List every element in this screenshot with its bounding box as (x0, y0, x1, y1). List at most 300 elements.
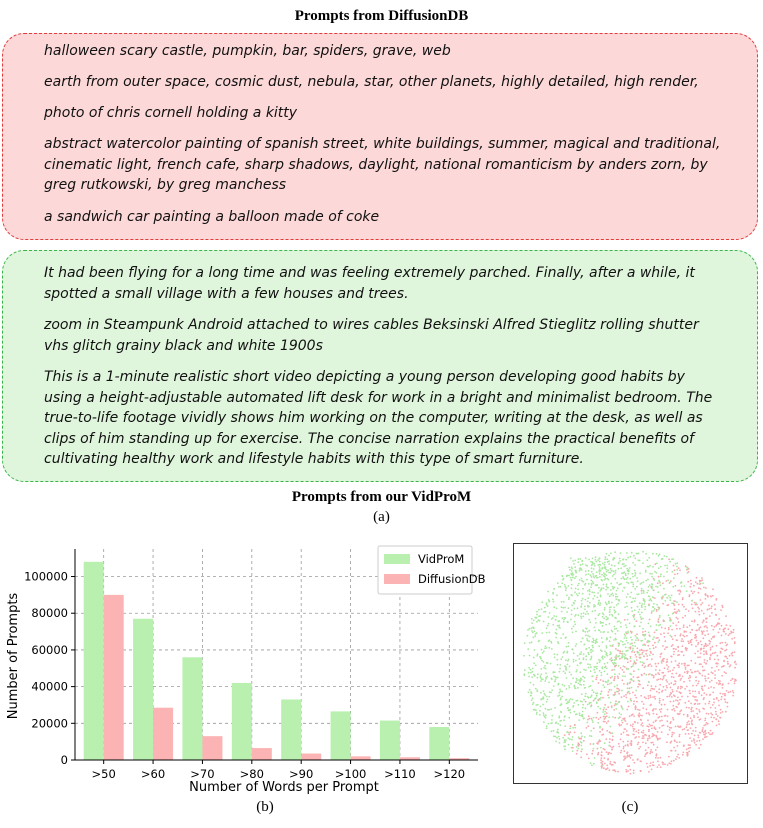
tsne-point-vidprom (569, 569, 571, 571)
tsne-point-diffusiondb (655, 669, 657, 671)
tsne-point-vidprom (631, 610, 633, 612)
tsne-point-diffusiondb (676, 628, 678, 630)
tsne-point-diffusiondb (630, 757, 632, 759)
tsne-point-vidprom (545, 611, 547, 613)
tsne-point-diffusiondb (568, 734, 570, 736)
tsne-point-diffusiondb (652, 733, 654, 735)
tsne-point-vidprom (599, 613, 601, 615)
tsne-point-vidprom (560, 637, 562, 639)
tsne-point-vidprom (588, 640, 590, 642)
tsne-point-vidprom (612, 586, 614, 588)
tsne-point-vidprom (613, 557, 615, 559)
tsne-point-diffusiondb (652, 709, 654, 711)
tsne-point-diffusiondb (654, 597, 656, 599)
tsne-point-vidprom (566, 594, 568, 596)
tsne-point-diffusiondb (600, 754, 602, 756)
tsne-point-vidprom (603, 587, 605, 589)
tsne-point-diffusiondb (734, 642, 736, 644)
tsne-point-vidprom (600, 596, 602, 598)
tsne-point-vidprom (566, 699, 568, 701)
tsne-point-diffusiondb (659, 684, 661, 686)
tsne-point-diffusiondb (655, 637, 657, 639)
tsne-point-vidprom (551, 642, 553, 644)
tsne-point-diffusiondb (659, 702, 661, 704)
tsne-point-diffusiondb (625, 769, 627, 771)
tsne-point-vidprom (593, 748, 595, 750)
tsne-point-diffusiondb (671, 760, 673, 762)
tsne-point-vidprom (585, 613, 587, 615)
tsne-point-vidprom (629, 596, 631, 598)
tsne-point-diffusiondb (734, 662, 736, 664)
tsne-point-vidprom (638, 593, 640, 595)
tsne-point-vidprom (553, 615, 555, 617)
tsne-point-diffusiondb (661, 731, 663, 733)
tsne-point-diffusiondb (690, 703, 692, 705)
tsne-point-diffusiondb (714, 604, 716, 606)
tsne-point-vidprom (635, 573, 637, 575)
tsne-point-vidprom (635, 639, 637, 641)
tsne-point-diffusiondb (611, 705, 613, 707)
tsne-point-diffusiondb (678, 567, 680, 569)
tsne-point-vidprom (566, 731, 568, 733)
tsne-point-diffusiondb (709, 733, 711, 735)
tsne-point-vidprom (610, 583, 612, 585)
tsne-point-diffusiondb (623, 683, 625, 685)
tsne-point-diffusiondb (661, 708, 663, 710)
tsne-point-vidprom (589, 621, 591, 623)
tsne-point-vidprom (633, 555, 635, 557)
tsne-point-vidprom (606, 603, 608, 605)
tsne-point-vidprom (606, 558, 608, 560)
tsne-point-vidprom (582, 593, 584, 595)
tsne-point-vidprom (622, 651, 624, 653)
tsne-point-vidprom (580, 741, 582, 743)
tsne-point-diffusiondb (696, 699, 698, 701)
tsne-point-diffusiondb (671, 750, 673, 752)
tsne-point-vidprom (634, 645, 636, 647)
tsne-point-vidprom (582, 588, 584, 590)
tsne-point-diffusiondb (667, 668, 669, 670)
tsne-point-vidprom (570, 577, 572, 579)
tsne-point-vidprom (536, 655, 538, 657)
tsne-point-vidprom (586, 722, 588, 724)
tsne-point-diffusiondb (633, 772, 635, 774)
tsne-point-vidprom (604, 651, 606, 653)
tsne-point-vidprom (575, 588, 577, 590)
tsne-point-vidprom (598, 659, 600, 661)
tsne-point-diffusiondb (691, 711, 693, 713)
tsne-point-diffusiondb (614, 693, 616, 695)
tsne-point-vidprom (532, 671, 534, 673)
tsne-point-vidprom (620, 714, 622, 716)
tsne-point-diffusiondb (623, 759, 625, 761)
tsne-point-diffusiondb (674, 696, 676, 698)
tsne-point-diffusiondb (672, 717, 674, 719)
tsne-point-diffusiondb (688, 700, 690, 702)
tsne-point-vidprom (586, 638, 588, 640)
tsne-point-diffusiondb (623, 671, 625, 673)
tsne-point-diffusiondb (702, 729, 704, 731)
tsne-point-vidprom (627, 577, 629, 579)
tsne-point-vidprom (569, 687, 571, 689)
tsne-point-vidprom (554, 653, 556, 655)
tsne-point-vidprom (596, 597, 598, 599)
tsne-point-vidprom (546, 647, 548, 649)
tsne-point-vidprom (599, 708, 601, 710)
tsne-point-vidprom (591, 561, 593, 563)
tsne-point-diffusiondb (623, 695, 625, 697)
tsne-point-diffusiondb (670, 727, 672, 729)
tsne-point-diffusiondb (610, 753, 612, 755)
tsne-point-diffusiondb (605, 709, 607, 711)
tsne-point-vidprom (578, 583, 580, 585)
tsne-point-vidprom (571, 614, 573, 616)
tsne-point-vidprom (599, 661, 601, 663)
tsne-point-diffusiondb (643, 703, 645, 705)
tsne-point-diffusiondb (682, 754, 684, 756)
tsne-point-diffusiondb (651, 665, 653, 667)
tsne-point-vidprom (575, 572, 577, 574)
tsne-point-vidprom (631, 639, 633, 641)
tsne-point-diffusiondb (691, 733, 693, 735)
tsne-point-vidprom (614, 656, 616, 658)
legend-swatch-vidprom (384, 554, 410, 564)
tsne-point-vidprom (531, 627, 533, 629)
tsne-point-diffusiondb (690, 583, 692, 585)
tsne-point-diffusiondb (646, 708, 648, 710)
tsne-point-diffusiondb (677, 618, 679, 620)
tsne-point-diffusiondb (707, 595, 709, 597)
tsne-point-vidprom (618, 568, 620, 570)
tsne-point-diffusiondb (692, 730, 694, 732)
tsne-point-vidprom (546, 602, 548, 604)
tsne-point-diffusiondb (676, 611, 678, 613)
tsne-point-vidprom (627, 619, 629, 621)
tsne-point-diffusiondb (712, 692, 714, 694)
tsne-point-diffusiondb (689, 680, 691, 682)
tsne-point-vidprom (649, 648, 651, 650)
tsne-point-vidprom (555, 736, 557, 738)
tsne-point-diffusiondb (697, 650, 699, 652)
tsne-point-vidprom (553, 601, 555, 603)
tsne-point-vidprom (562, 633, 564, 635)
tsne-point-vidprom (546, 696, 548, 698)
tsne-point-vidprom (600, 621, 602, 623)
tsne-point-vidprom (563, 741, 565, 743)
tsne-point-diffusiondb (706, 630, 708, 632)
tsne-point-vidprom (609, 654, 611, 656)
tsne-point-diffusiondb (647, 719, 649, 721)
tsne-point-diffusiondb (716, 698, 718, 700)
tsne-point-diffusiondb (607, 758, 609, 760)
tsne-point-diffusiondb (662, 603, 664, 605)
tsne-point-diffusiondb (679, 628, 681, 630)
tsne-point-vidprom (618, 701, 620, 703)
tsne-point-diffusiondb (677, 590, 679, 592)
tsne-point-diffusiondb (655, 749, 657, 751)
tsne-point-vidprom (634, 575, 636, 577)
tsne-point-vidprom (686, 590, 688, 592)
tsne-point-vidprom (585, 570, 587, 572)
tsne-point-vidprom (702, 582, 704, 584)
tsne-point-diffusiondb (595, 717, 597, 719)
tsne-point-vidprom (545, 714, 547, 716)
tsne-point-vidprom (558, 626, 560, 628)
tsne-point-vidprom (614, 617, 616, 619)
tsne-point-vidprom (590, 666, 592, 668)
tsne-point-vidprom (593, 604, 595, 606)
tsne-point-diffusiondb (606, 765, 608, 767)
tsne-point-vidprom (560, 658, 562, 660)
tsne-point-diffusiondb (662, 679, 664, 681)
tsne-point-diffusiondb (666, 685, 668, 687)
tsne-point-vidprom (543, 714, 545, 716)
tsne-point-vidprom (543, 693, 545, 695)
tsne-point-vidprom (660, 584, 662, 586)
tsne-point-vidprom (561, 704, 563, 706)
tsne-point-diffusiondb (620, 739, 622, 741)
tsne-point-vidprom (651, 600, 653, 602)
tsne-point-vidprom (585, 707, 587, 709)
tsne-point-vidprom (557, 582, 559, 584)
tsne-point-diffusiondb (631, 651, 633, 653)
tsne-point-diffusiondb (711, 612, 713, 614)
tsne-point-diffusiondb (641, 590, 643, 592)
tsne-point-diffusiondb (653, 675, 655, 677)
tsne-point-diffusiondb (639, 680, 641, 682)
tsne-point-diffusiondb (714, 677, 716, 679)
tsne-point-diffusiondb (675, 612, 677, 614)
tsne-point-vidprom (656, 629, 658, 631)
tsne-point-vidprom (598, 614, 600, 616)
tsne-point-diffusiondb (722, 683, 724, 685)
tsne-point-vidprom (624, 658, 626, 660)
tsne-point-diffusiondb (609, 738, 611, 740)
tsne-point-diffusiondb (580, 738, 582, 740)
tsne-point-diffusiondb (608, 691, 610, 693)
tsne-point-vidprom (630, 637, 632, 639)
tsne-point-vidprom (639, 657, 641, 659)
tsne-point-vidprom (608, 602, 610, 604)
tsne-point-diffusiondb (604, 704, 606, 706)
tsne-point-vidprom (594, 565, 596, 567)
tsne-point-diffusiondb (695, 676, 697, 678)
tsne-point-diffusiondb (682, 729, 684, 731)
tsne-point-diffusiondb (671, 736, 673, 738)
tsne-point-vidprom (589, 589, 591, 591)
tsne-point-vidprom (659, 624, 661, 626)
tsne-point-diffusiondb (625, 697, 627, 699)
tsne-point-vidprom (605, 589, 607, 591)
tsne-point-diffusiondb (631, 666, 633, 668)
tsne-point-vidprom (645, 674, 647, 676)
tsne-point-vidprom (632, 645, 634, 647)
tsne-point-diffusiondb (620, 724, 622, 726)
tsne-point-vidprom (559, 692, 561, 694)
tsne-point-vidprom (648, 632, 650, 634)
tsne-point-diffusiondb (673, 651, 675, 653)
tsne-point-diffusiondb (695, 744, 697, 746)
tsne-point-vidprom (596, 666, 598, 668)
tsne-point-vidprom (563, 670, 565, 672)
tsne-point-diffusiondb (675, 681, 677, 683)
tsne-point-diffusiondb (698, 627, 700, 629)
tsne-point-diffusiondb (633, 663, 635, 665)
tsne-point-diffusiondb (585, 701, 587, 703)
tsne-point-vidprom (601, 675, 603, 677)
tsne-point-vidprom (593, 640, 595, 642)
tsne-point-vidprom (599, 561, 601, 563)
tsne-point-vidprom (604, 566, 606, 568)
tsne-point-diffusiondb (689, 690, 691, 692)
tsne-point-vidprom (587, 635, 589, 637)
tsne-point-diffusiondb (610, 732, 612, 734)
tsne-point-vidprom (550, 663, 552, 665)
tsne-point-diffusiondb (711, 680, 713, 682)
tsne-point-diffusiondb (654, 642, 656, 644)
tsne-point-vidprom (634, 618, 636, 620)
tsne-point-vidprom (577, 585, 579, 587)
tsne-point-vidprom (614, 662, 616, 664)
tsne-point-vidprom (567, 737, 569, 739)
tsne-point-diffusiondb (576, 750, 578, 752)
tsne-point-vidprom (575, 714, 577, 716)
tsne-point-vidprom (571, 570, 573, 572)
tsne-point-diffusiondb (607, 767, 609, 769)
tsne-point-diffusiondb (702, 689, 704, 691)
tsne-point-diffusiondb (727, 661, 729, 663)
tsne-point-vidprom (579, 714, 581, 716)
tsne-point-diffusiondb (682, 645, 684, 647)
tsne-point-diffusiondb (689, 693, 691, 695)
tsne-point-vidprom (533, 702, 535, 704)
tsne-point-diffusiondb (673, 565, 675, 567)
tsne-point-vidprom (555, 676, 557, 678)
tsne-point-diffusiondb (602, 734, 604, 736)
tsne-point-vidprom (536, 713, 538, 715)
tsne-point-vidprom (590, 574, 592, 576)
tsne-point-diffusiondb (663, 632, 665, 634)
tsne-point-vidprom (594, 757, 596, 759)
tsne-point-diffusiondb (675, 625, 677, 627)
tsne-point-diffusiondb (650, 742, 652, 744)
tsne-point-diffusiondb (691, 721, 693, 723)
tsne-point-diffusiondb (729, 655, 731, 657)
tsne-point-vidprom (614, 551, 616, 553)
tsne-point-diffusiondb (645, 734, 647, 736)
tsne-point-diffusiondb (636, 701, 638, 703)
tsne-point-diffusiondb (712, 721, 714, 723)
tsne-point-diffusiondb (655, 663, 657, 665)
tsne-point-diffusiondb (638, 716, 640, 718)
tsne-point-vidprom (604, 562, 606, 564)
tsne-point-vidprom (617, 656, 619, 658)
tsne-point-vidprom (656, 572, 658, 574)
tsne-point-vidprom (605, 624, 607, 626)
tsne-point-vidprom (540, 658, 542, 660)
tsne-point-vidprom (632, 598, 634, 600)
tsne-point-vidprom (613, 609, 615, 611)
tsne-point-diffusiondb (663, 725, 665, 727)
tsne-point-diffusiondb (694, 699, 696, 701)
tsne-point-diffusiondb (658, 692, 660, 694)
tsne-point-vidprom (548, 696, 550, 698)
tsne-point-diffusiondb (650, 749, 652, 751)
tsne-point-vidprom (577, 687, 579, 689)
tsne-point-diffusiondb (710, 717, 712, 719)
tsne-point-diffusiondb (734, 683, 736, 685)
tsne-point-vidprom (580, 745, 582, 747)
tsne-point-vidprom (648, 623, 650, 625)
tsne-point-diffusiondb (694, 619, 696, 621)
tsne-point-diffusiondb (691, 740, 693, 742)
tsne-point-diffusiondb (685, 668, 687, 670)
tsne-point-vidprom (536, 632, 538, 634)
tsne-point-diffusiondb (711, 733, 713, 735)
tsne-point-diffusiondb (689, 747, 691, 749)
tsne-point-vidprom (567, 622, 569, 624)
tsne-point-vidprom (672, 613, 674, 615)
tsne-point-diffusiondb (646, 712, 648, 714)
tsne-point-vidprom (672, 558, 674, 560)
tsne-point-diffusiondb (615, 665, 617, 667)
tsne-point-vidprom (610, 606, 612, 608)
tsne-point-diffusiondb (722, 711, 724, 713)
tsne-point-vidprom (613, 574, 615, 576)
tsne-point-diffusiondb (688, 733, 690, 735)
tsne-point-vidprom (602, 567, 604, 569)
tsne-point-diffusiondb (694, 671, 696, 673)
tsne-point-vidprom (532, 697, 534, 699)
tsne-point-diffusiondb (648, 736, 650, 738)
tsne-point-vidprom (605, 681, 607, 683)
tsne-point-diffusiondb (627, 745, 629, 747)
tsne-point-vidprom (546, 628, 548, 630)
tsne-point-diffusiondb (699, 732, 701, 734)
tsne-point-diffusiondb (655, 686, 657, 688)
tsne-point-diffusiondb (580, 756, 582, 758)
tsne-point-diffusiondb (609, 769, 611, 771)
tsne-point-vidprom (536, 712, 538, 714)
tsne-point-diffusiondb (686, 752, 688, 754)
tsne-point-diffusiondb (683, 663, 685, 665)
tsne-point-vidprom (531, 630, 533, 632)
y-tick-label: 40000 (31, 679, 68, 694)
tsne-point-vidprom (573, 652, 575, 654)
tsne-point-diffusiondb (662, 762, 664, 764)
tsne-point-diffusiondb (655, 674, 657, 676)
tsne-point-vidprom (583, 680, 585, 682)
tsne-point-diffusiondb (732, 695, 734, 697)
tsne-point-diffusiondb (673, 600, 675, 602)
tsne-point-diffusiondb (718, 705, 720, 707)
tsne-point-vidprom (641, 592, 643, 594)
tsne-point-diffusiondb (702, 727, 704, 729)
tsne-point-diffusiondb (658, 688, 660, 690)
tsne-point-vidprom (537, 677, 539, 679)
tsne-point-diffusiondb (643, 655, 645, 657)
tsne-point-diffusiondb (632, 723, 634, 725)
tsne-point-vidprom (580, 641, 582, 643)
tsne-point-diffusiondb (725, 633, 727, 635)
tsne-point-diffusiondb (649, 765, 651, 767)
tsne-point-diffusiondb (658, 621, 660, 623)
tsne-point-diffusiondb (612, 736, 614, 738)
tsne-point-diffusiondb (660, 711, 662, 713)
tsne-point-vidprom (605, 569, 607, 571)
tsne-point-diffusiondb (640, 618, 642, 620)
tsne-point-vidprom (546, 727, 548, 729)
